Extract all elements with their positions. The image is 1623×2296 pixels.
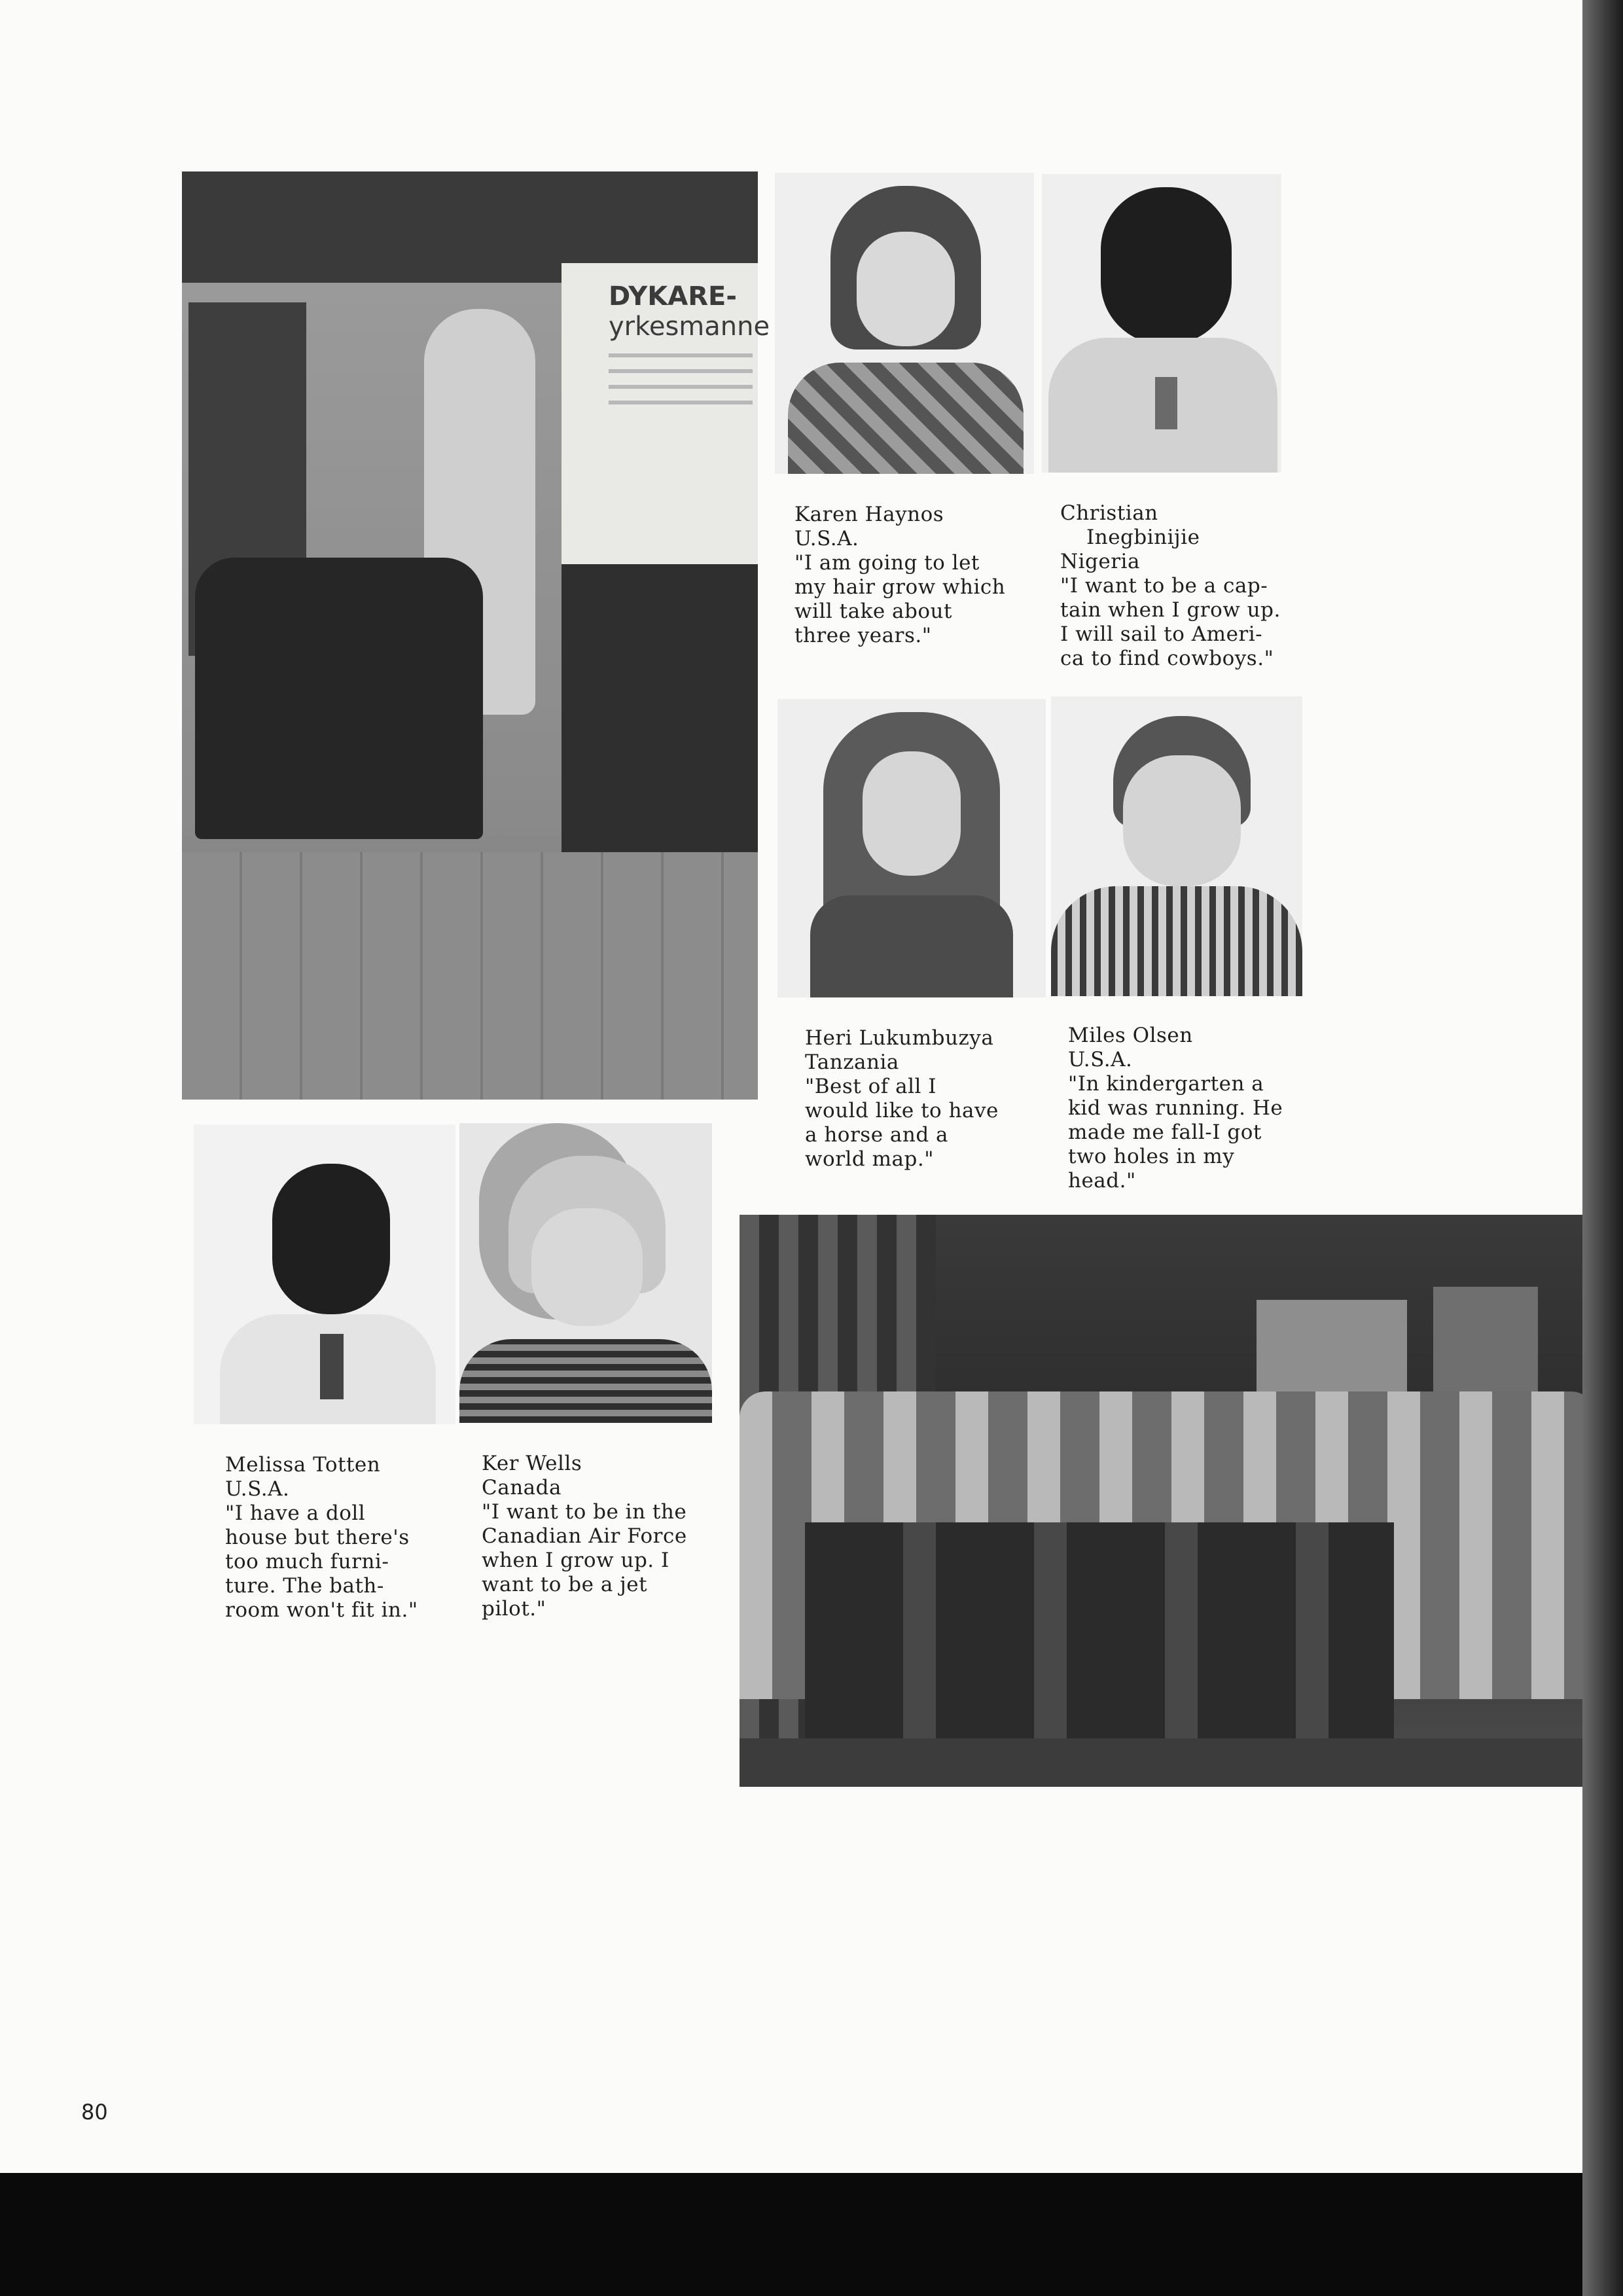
portrait-miles-olsen xyxy=(1051,696,1302,996)
caption-name: Ker Wells xyxy=(482,1452,582,1475)
portrait-face xyxy=(1101,187,1232,344)
portrait-face xyxy=(272,1164,390,1314)
portrait-dress xyxy=(810,895,1013,997)
caption-quote-line: "I have a doll xyxy=(225,1501,366,1525)
portrait-face xyxy=(857,232,955,346)
caption-heri-lukumbuzya xyxy=(805,1026,999,1172)
altar-painting xyxy=(1257,1300,1407,1398)
portrait-christian-inegbinijie xyxy=(1042,174,1281,473)
caption-quote-line: ca to find cowboys." xyxy=(1060,647,1274,670)
caption-quote-line: ture. The bath- xyxy=(225,1574,384,1598)
portrait-melissa-totten xyxy=(194,1124,455,1424)
caption-quote-line: "I want to be in the xyxy=(482,1500,687,1524)
caption-quote-line: head." xyxy=(1068,1169,1136,1193)
caption-quote-line: three years." xyxy=(794,624,932,647)
floor xyxy=(740,1738,1597,1787)
portrait-heri-lukumbuzya xyxy=(777,699,1046,997)
caption-quote-line: house but there's xyxy=(225,1526,410,1549)
caption-quote-line: made me fall-I got xyxy=(1068,1121,1262,1144)
caption-country: U.S.A. xyxy=(1068,1048,1133,1071)
caption-country: Canada xyxy=(482,1476,562,1499)
portrait-karen-haynos xyxy=(775,173,1034,474)
exhibit-sign-title: DYKARE- yrkesmanne xyxy=(609,281,770,342)
caption-quote-line: Canadian Air Force xyxy=(482,1524,687,1548)
portrait-face xyxy=(863,751,961,876)
caption-quote-line: pilot." xyxy=(482,1597,546,1621)
portrait-ker-wells xyxy=(459,1123,712,1423)
caption-name-line-2: Inegbinijie xyxy=(1086,526,1200,549)
caption-name: Heri Lukumbuzya xyxy=(805,1026,994,1050)
caption-country: U.S.A. xyxy=(794,527,859,550)
children-choir-photo xyxy=(740,1215,1597,1787)
portrait-face xyxy=(531,1208,643,1326)
caption-quote-line: "I want to be a cap- xyxy=(1060,574,1268,598)
caption-name: Melissa Totten xyxy=(225,1453,381,1477)
caption-quote-line: two holes in my xyxy=(1068,1145,1235,1168)
floor-tiles xyxy=(182,852,758,1100)
caption-christian-inegbinijie xyxy=(1060,501,1281,671)
portrait-tie xyxy=(1155,377,1177,429)
caption-name: Karen Haynos xyxy=(794,503,944,526)
page-number: 80 xyxy=(81,2100,108,2125)
caption-country: Tanzania xyxy=(805,1050,899,1074)
portrait-sweater xyxy=(788,363,1024,474)
caption-quote-line: want to be a jet xyxy=(482,1573,648,1596)
exhibit-sign-text-lines xyxy=(609,353,753,416)
caption-quote-line: I will sail to Ameri- xyxy=(1060,622,1263,646)
caption-quote-line: kid was running. He xyxy=(1068,1096,1283,1120)
caption-quote-line: "In kindergarten a xyxy=(1068,1072,1264,1096)
caption-melissa-totten xyxy=(225,1453,418,1623)
caption-quote-line: "Best of all I xyxy=(805,1075,937,1098)
book-binding-edge xyxy=(1582,0,1623,2296)
portrait-striped-sweater xyxy=(459,1339,712,1423)
portrait-striped-shirt xyxy=(1051,886,1302,996)
caption-quote-line: will take about xyxy=(794,600,952,623)
children-group xyxy=(195,558,483,839)
caption-quote-line: "I am going to let xyxy=(794,551,980,575)
caption-karen-haynos xyxy=(794,503,1005,648)
caption-quote-line: room won't fit in." xyxy=(225,1598,418,1622)
caption-quote-line: my hair grow which xyxy=(794,575,1006,599)
caption-quote-line: would like to have xyxy=(805,1099,999,1122)
caption-quote-line: a horse and a xyxy=(805,1123,949,1147)
caption-name: Miles Olsen xyxy=(1068,1024,1193,1047)
portrait-face xyxy=(1123,755,1241,886)
caption-quote-line: too much furni- xyxy=(225,1550,389,1573)
diver-photo-panel xyxy=(562,564,758,891)
caption-quote-line: tain when I grow up. xyxy=(1060,598,1281,622)
caption-country: U.S.A. xyxy=(225,1477,290,1501)
caption-miles-olsen xyxy=(1068,1024,1283,1193)
caption-ker-wells xyxy=(482,1452,687,1621)
portrait-tie xyxy=(320,1334,344,1399)
caption-name: Christian xyxy=(1060,501,1158,525)
caption-country: Nigeria xyxy=(1060,550,1140,573)
caption-quote-line: world map." xyxy=(805,1147,934,1171)
caption-quote-line: when I grow up. I xyxy=(482,1549,669,1572)
